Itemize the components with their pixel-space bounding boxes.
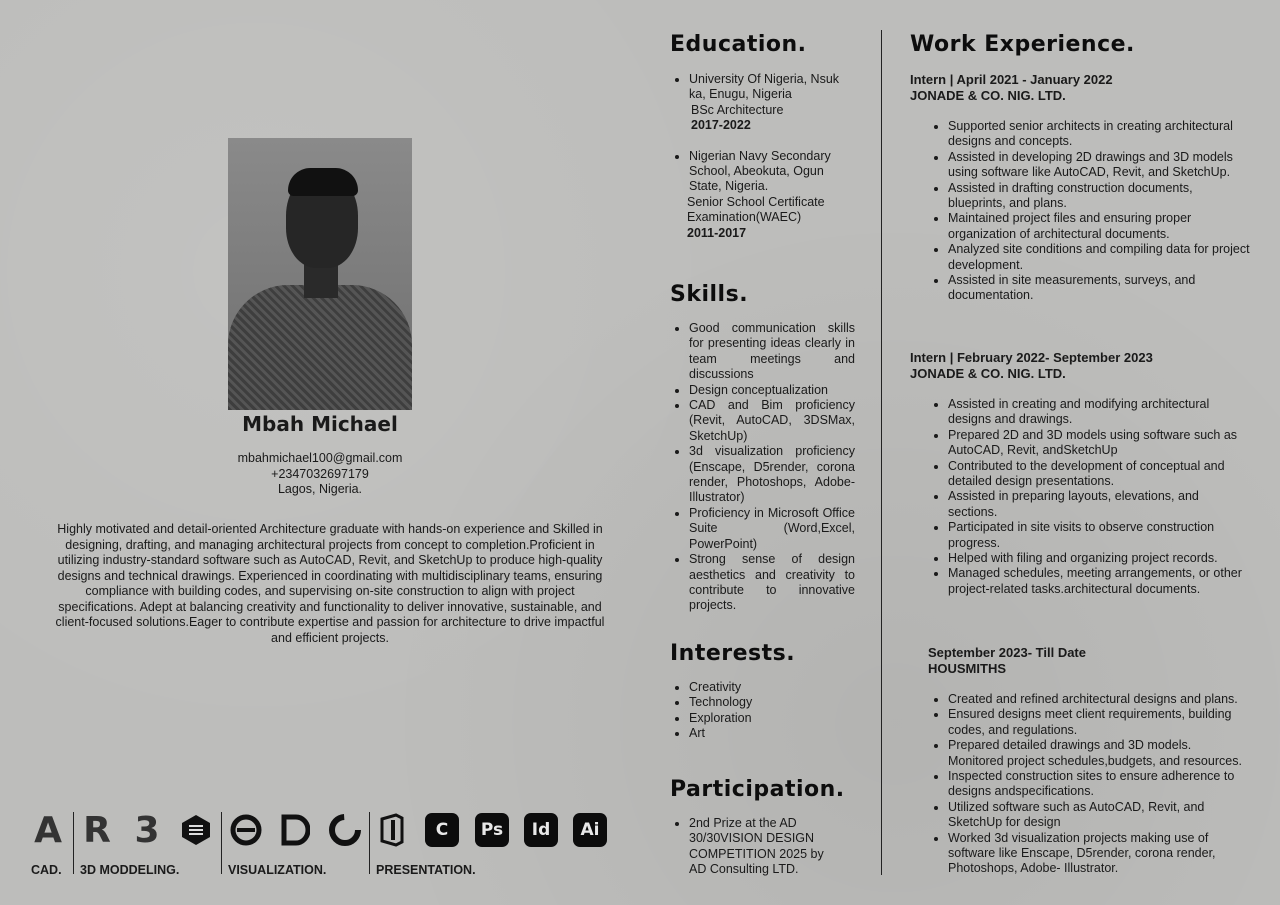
3dsmax-icon: 3	[134, 809, 160, 851]
list-item: • Inspected construction sites to ensure adherence to designs andspecifications.	[948, 769, 1250, 800]
list-item: • Maintained project files and ensuring proper organization of architectural documents.	[948, 211, 1250, 242]
list-item: • CAD and Bim proficiency (Revit, AutoCAD, 3DSMax, SketchUp)	[689, 398, 855, 444]
list-item: • Assisted in site measurements, surveys, and documentation.	[948, 273, 1250, 304]
corona-icon	[326, 812, 364, 848]
job-company: JONADE & CO. NIG. LTD.	[910, 365, 1066, 381]
years: 2011-2017	[687, 225, 747, 240]
list-item: • Managed schedules, meeting arrangements, or other project-related tasks.architectural documents.	[948, 566, 1250, 597]
profile-photo	[228, 138, 412, 410]
list-item: • Proficiency in Microsoft Office Suite (Word,Excel, PowerPoint)	[689, 506, 855, 552]
list-item: • Assisted in preparing layouts, elevations, and sections.	[948, 489, 1250, 520]
list-item: • Utilized software such as AutoCAD, Revit, and SketchUp for design	[948, 800, 1250, 831]
list-item: • Assisted in creating and modifying architectural designs and drawings.	[948, 397, 1250, 428]
list-item: • Prepared 2D and 3D models using software such as AutoCAD, Revit, andSketchUp	[948, 428, 1250, 459]
degree: BSc Architecture	[691, 102, 784, 117]
email: mbahmichael100@gmail.com	[237, 451, 403, 465]
divider	[369, 812, 370, 874]
list-item: • Technology	[689, 695, 855, 710]
category-cad: CAD.	[31, 863, 62, 877]
autocad-icon: A	[34, 809, 62, 851]
participation-heading: Participation.	[670, 777, 845, 802]
list-item: • Design conceptualization	[689, 383, 855, 398]
enscape-icon	[228, 812, 264, 848]
phone: +2347032697179	[271, 466, 369, 481]
years: 2017-2022	[691, 118, 751, 133]
divider	[73, 812, 74, 874]
list-item: • Good communication skills for presenting ideas clearly in team meetings and discussions	[689, 321, 855, 383]
illustrator-icon: Ai	[573, 813, 607, 847]
list-item: • Creativity	[689, 680, 855, 695]
profile-summary: Highly motivated and detail-oriented Architecture graduate with hands-on experience and Skilled in designing, drafting, and managing architectural projects from concept to completion.Proficient in utilizing industry-standard software such as AutoCAD, Revit, and SketchUp to produce high-quality designs and technical drawings. Experienced in coordinating with multidisciplinary teams, ensuring compliance with building codes, and supervising on-site construction to align with project specifications. Adept at balancing creativity and functionality to deliver innovative, sustainable, and client-focused solutions.Eager to contribute expertise and passion for architecture to drive impactful and efficient projects.	[55, 522, 605, 645]
education-list	[670, 72, 845, 241]
participation-list	[670, 816, 840, 878]
copilot-icon: C	[425, 813, 459, 847]
contact-info	[220, 451, 420, 498]
job-title: September 2023- Till Date	[928, 645, 1086, 660]
job-title: Intern | February 2022- September 2023	[910, 350, 1153, 365]
list-item: • Created and refined architectural designs and plans.	[948, 692, 1250, 707]
degree: Senior School Certificate Examination(WAEC)	[687, 194, 825, 225]
category-visualization: VISUALIZATION.	[228, 863, 327, 877]
divider	[221, 812, 222, 874]
list-item: • Art	[689, 726, 855, 741]
job-company: JONADE & CO. NIG. LTD.	[910, 87, 1066, 103]
work-heading: Work Experience.	[910, 32, 1135, 57]
interests-heading: Interests.	[670, 641, 796, 666]
job-company: HOUSMITHS	[928, 660, 1006, 676]
office-icon	[376, 812, 408, 848]
job-title: Intern | April 2021 - January 2022	[910, 72, 1113, 87]
list-item: • Prepared detailed drawings and 3D models. Monitored project schedules,budgets, and resources.	[948, 738, 1250, 769]
list-item: • Participated in site visits to observe construction progress.	[948, 520, 1250, 551]
education-heading: Education.	[670, 32, 807, 57]
d5-render-icon	[278, 812, 312, 848]
list-item: • Assisted in developing 2D drawings and 3D models using software like AutoCAD, Revit, and SketchUp.	[948, 150, 1250, 181]
sketchup-icon	[178, 812, 214, 848]
revit-icon: R	[83, 809, 111, 851]
list-item: • Exploration	[689, 711, 855, 726]
list-item: • Assisted in drafting construction documents, blueprints, and plans.	[948, 181, 1250, 212]
job-2	[910, 350, 1250, 597]
list-item: • Supported senior architects in creating architectural designs and concepts.	[948, 119, 1250, 150]
job-1	[910, 72, 1250, 304]
list-item: • Nigerian Navy Secondary School, Abeokuta, Ogun State, Nigeria.	[689, 149, 845, 195]
list-item: • University Of Nigeria, Nsuk ka, Enugu, Nigeria	[689, 72, 845, 103]
list-item: • Ensured designs meet client requirements, building codes, and regulations.	[948, 707, 1250, 738]
skills-list	[670, 321, 855, 614]
list-item: • 2nd Prize at the AD 30/30VISION DESIGN COMPETITION 2025 by AD Consulting LTD.	[689, 816, 840, 878]
photoshop-icon: Ps	[475, 813, 509, 847]
location: Lagos, Nigeria.	[277, 482, 363, 496]
candidate-name: Mbah Michael	[242, 412, 398, 436]
list-item: • Worked 3d visualization projects making use of software like Enscape, D5render, corona render, Photoshops, Adobe- Illustrator.	[948, 831, 1250, 877]
job-3	[910, 645, 1250, 877]
interests-list	[670, 680, 855, 742]
category-3d-modelling: 3D MODDELING.	[80, 863, 180, 877]
list-item: • Strong sense of design aesthetics and creativity to contribute to innovative projects.	[689, 552, 855, 614]
list-item: • Contributed to the development of conceptual and detailed design presentations.	[948, 459, 1250, 490]
column-divider	[881, 30, 882, 875]
list-item: • Helped with filing and organizing project records.	[948, 551, 1250, 566]
skills-heading: Skills.	[670, 282, 749, 307]
list-item: • Analyzed site conditions and compiling data for project development.	[948, 242, 1250, 273]
list-item: • 3d visualization proficiency (Enscape, D5render, corona render, Photoshops, Adobe-Illustrator)	[689, 444, 855, 506]
indesign-icon: Id	[524, 813, 558, 847]
category-presentation: PRESENTATION.	[376, 863, 476, 877]
